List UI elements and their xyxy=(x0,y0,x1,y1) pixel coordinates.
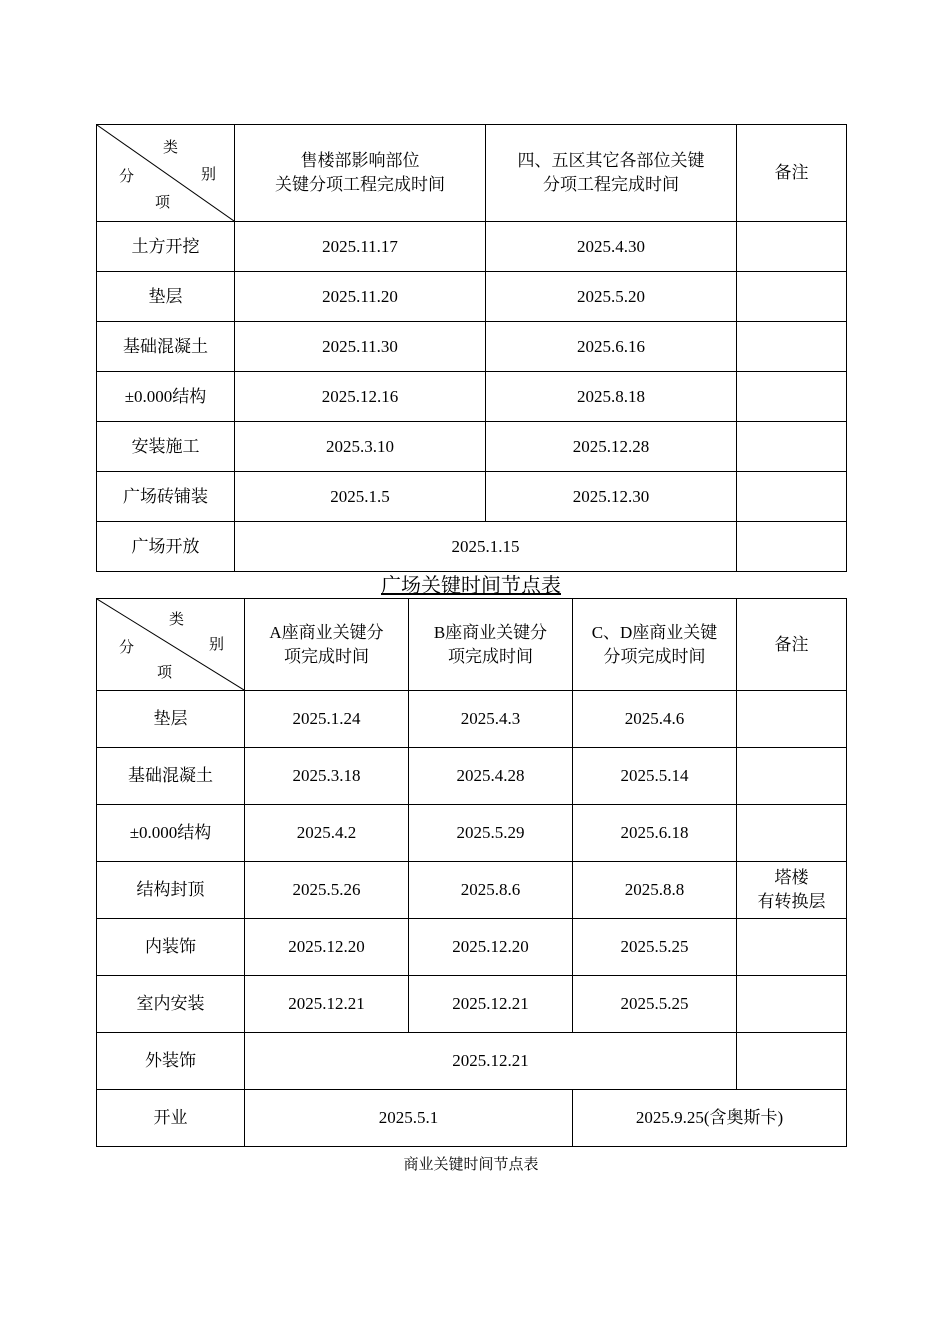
date-cell: 2025.5.25 xyxy=(573,919,737,976)
note-cell xyxy=(737,222,847,272)
date-cell: 2025.1.5 xyxy=(235,472,486,522)
header-building-cd: C、D座商业关键 分项完成时间 xyxy=(573,599,737,691)
diag-label-right: 别 xyxy=(209,637,225,653)
row-item: 基础混凝土 xyxy=(97,322,235,372)
table-header-row xyxy=(97,599,847,691)
note-cell xyxy=(737,472,847,522)
row-item: 结构封顶 xyxy=(97,862,245,919)
date-cell-merged: 2025.12.21 xyxy=(245,1033,737,1090)
date-cell: 2025.5.29 xyxy=(409,805,573,862)
date-cell: 2025.4.6 xyxy=(573,691,737,748)
row-item: 安装施工 xyxy=(97,422,235,472)
date-cell: 2025.12.20 xyxy=(409,919,573,976)
date-cell: 2025.8.8 xyxy=(573,862,737,919)
diag-label-top: 类 xyxy=(169,612,185,628)
date-cell-merged: 2025.1.15 xyxy=(235,522,737,572)
date-cell: 2025.3.10 xyxy=(235,422,486,472)
date-cell: 2025.1.24 xyxy=(245,691,409,748)
table-row xyxy=(97,372,847,422)
header-building-a: A座商业关键分 项完成时间 xyxy=(245,599,409,691)
plaza-schedule-table xyxy=(96,124,847,572)
table-row xyxy=(97,976,847,1033)
date-cell: 2025.11.20 xyxy=(235,272,486,322)
row-item: 广场砖铺装 xyxy=(97,472,235,522)
date-cell: 2025.12.21 xyxy=(245,976,409,1033)
note-cell xyxy=(737,748,847,805)
table-row xyxy=(97,422,847,472)
date-cell: 2025.5.14 xyxy=(573,748,737,805)
row-item: 垫层 xyxy=(97,691,245,748)
note-cell xyxy=(737,322,847,372)
date-cell: 2025.11.17 xyxy=(235,222,486,272)
table-row xyxy=(97,748,847,805)
date-cell: 2025.8.18 xyxy=(486,372,737,422)
header-sales-office: 售楼部影响部位 关键分项工程完成时间 xyxy=(235,125,486,222)
table-row xyxy=(97,322,847,372)
diag-label-bottom: 项 xyxy=(157,665,173,681)
commercial-schedule-table xyxy=(96,598,847,1147)
header-notes: 备注 xyxy=(737,599,847,691)
table-row xyxy=(97,1033,847,1090)
row-item: 开业 xyxy=(97,1090,245,1147)
note-cell xyxy=(737,272,847,322)
date-cell: 2025.4.30 xyxy=(486,222,737,272)
note-cell xyxy=(737,522,847,572)
date-cell-merged-ab: 2025.5.1 xyxy=(245,1090,573,1147)
note-cell xyxy=(737,976,847,1033)
diag-label-left: 分 xyxy=(119,640,135,656)
date-cell: 2025.5.26 xyxy=(245,862,409,919)
header-building-b: B座商业关键分 项完成时间 xyxy=(409,599,573,691)
date-cell: 2025.12.21 xyxy=(409,976,573,1033)
date-cell: 2025.12.28 xyxy=(486,422,737,472)
row-item: 室内安装 xyxy=(97,976,245,1033)
note-cell xyxy=(737,919,847,976)
table-row xyxy=(97,222,847,272)
row-item: 土方开挖 xyxy=(97,222,235,272)
commercial-table-caption: 商业关键时间节点表 xyxy=(403,1157,539,1173)
date-cell: 2025.4.3 xyxy=(409,691,573,748)
diag-label-bottom: 项 xyxy=(155,195,171,211)
diag-label-left: 分 xyxy=(119,169,135,185)
diag-label-right: 别 xyxy=(201,167,217,183)
date-cell: 2025.4.28 xyxy=(409,748,573,805)
table-row xyxy=(97,691,847,748)
date-cell: 2025.4.2 xyxy=(245,805,409,862)
row-item: ±0.000结构 xyxy=(97,372,235,422)
table-row xyxy=(97,472,847,522)
note-cell: 塔楼 有转换层 xyxy=(737,862,847,919)
table-header-row xyxy=(97,125,847,222)
note-cell xyxy=(737,805,847,862)
header-notes: 备注 xyxy=(737,125,847,222)
note-cell xyxy=(737,372,847,422)
note-cell xyxy=(737,691,847,748)
row-item: 基础混凝土 xyxy=(97,748,245,805)
date-cell: 2025.3.18 xyxy=(245,748,409,805)
row-item: 垫层 xyxy=(97,272,235,322)
header-zone-4-5: 四、五区其它各部位关键 分项工程完成时间 xyxy=(486,125,737,222)
table-row xyxy=(97,1090,847,1147)
date-cell: 2025.12.30 xyxy=(486,472,737,522)
plaza-table-caption: 广场关键时间节点表 xyxy=(381,575,561,597)
date-cell: 2025.6.16 xyxy=(486,322,737,372)
diagonal-header-cell xyxy=(97,125,235,222)
note-cell xyxy=(737,1033,847,1090)
date-cell: 2025.12.16 xyxy=(235,372,486,422)
table-row xyxy=(97,272,847,322)
date-cell: 2025.5.25 xyxy=(573,976,737,1033)
date-cell: 2025.11.30 xyxy=(235,322,486,372)
row-item: ±0.000结构 xyxy=(97,805,245,862)
date-cell-merged-cd: 2025.9.25(含奥斯卡) xyxy=(573,1090,847,1147)
table-row xyxy=(97,805,847,862)
date-cell: 2025.8.6 xyxy=(409,862,573,919)
note-cell xyxy=(737,422,847,472)
table-row xyxy=(97,919,847,976)
date-cell: 2025.12.20 xyxy=(245,919,409,976)
row-item: 内装饰 xyxy=(97,919,245,976)
row-item: 广场开放 xyxy=(97,522,235,572)
diagonal-header-cell xyxy=(97,599,245,691)
row-item: 外装饰 xyxy=(97,1033,245,1090)
diag-label-top: 类 xyxy=(163,140,179,156)
table-row xyxy=(97,522,847,572)
table-row xyxy=(97,862,847,919)
date-cell: 2025.5.20 xyxy=(486,272,737,322)
date-cell: 2025.6.18 xyxy=(573,805,737,862)
